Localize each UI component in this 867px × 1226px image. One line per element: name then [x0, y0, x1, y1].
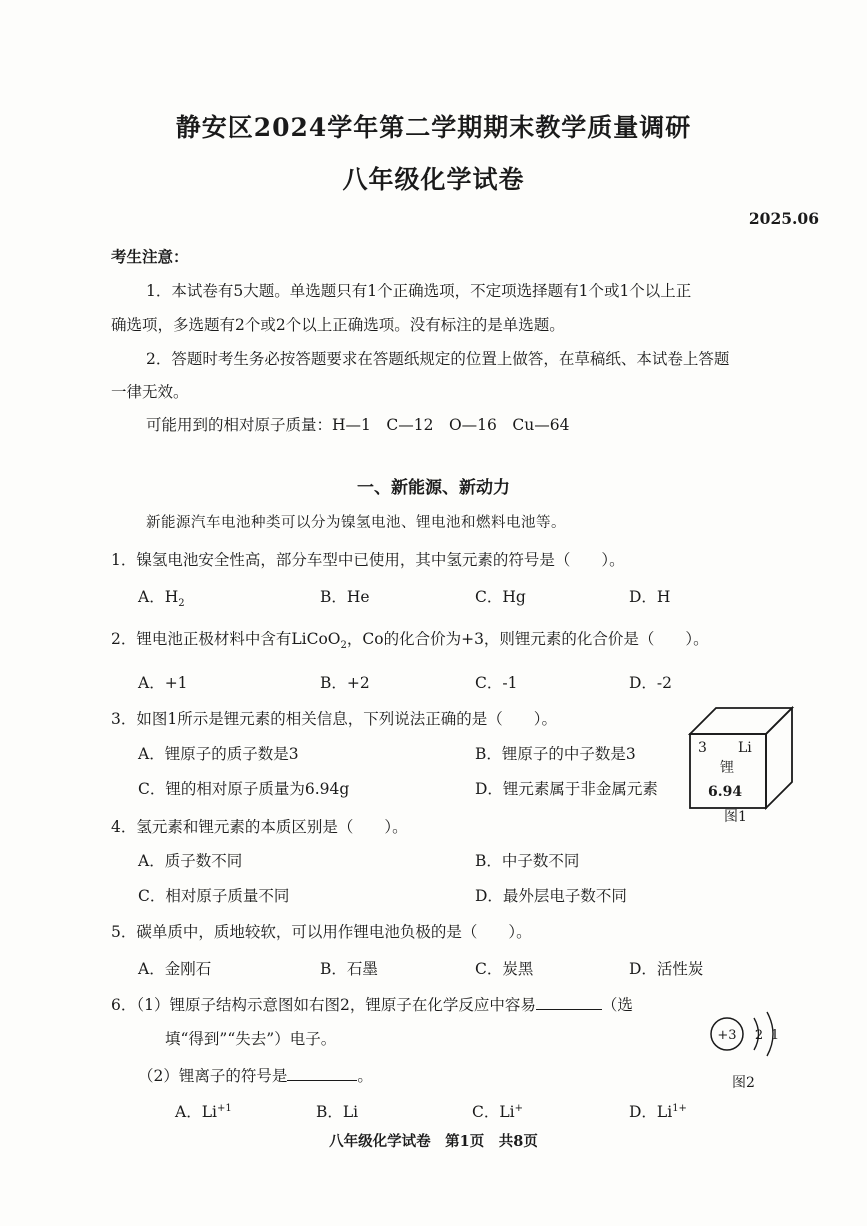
- question-1-option-a: A．$H_2$: [138, 588, 185, 610]
- question-5-option-b: B．石墨: [320, 960, 378, 978]
- notice-line-1a: 1．本试卷有5大题。单选题只有1个正确选项，不定项选择题有1个或1个以上正: [146, 282, 692, 300]
- question-2-option-a: A．+1: [138, 674, 188, 692]
- question-5-stem: 5．碳单质中，质地较软，可以用作锂电池负极的是（ ）。: [111, 923, 532, 941]
- notice-heading: 考生注意：: [111, 247, 189, 266]
- element-mass: 6.94: [708, 784, 743, 800]
- question-3-option-d: D．锂元素属于非金属元素: [475, 780, 658, 798]
- question-5-option-c: C．炭黑: [475, 960, 534, 978]
- atomic-masses: 可能用到的相对原子质量：H—1 C—12 O—16 Cu—64: [146, 416, 570, 434]
- question-6-part-2: （2）锂离子的符号是 。: [138, 1067, 373, 1085]
- question-1-option-c: C．Hg: [475, 588, 526, 606]
- question-4-stem: 4．氢元素和锂元素的本质区别是（ ）。: [111, 818, 408, 836]
- figure-2-lithium-atom-structure: [705, 1010, 785, 1091]
- page-footer: 八年级化学试卷 第1页 共8页: [329, 1133, 538, 1150]
- section-title: 一、新能源、新动力: [357, 478, 510, 498]
- question-4-option-d: D．最外层电子数不同: [475, 887, 627, 905]
- shell-2-electrons: 1: [770, 1028, 780, 1043]
- notice-line-2a: 2．答题时考生务必按答题要求在答题纸规定的位置上做答，在草稿纸、本试卷上答题: [146, 350, 730, 368]
- question-6-part-1: 6．（1）锂原子结构示意图如右图2，锂原子在化学反应中容易 （选: [111, 996, 633, 1014]
- question-4-option-b: B．中子数不同: [475, 852, 580, 870]
- question-3-option-a: A．锂原子的质子数是3: [138, 745, 299, 763]
- question-3-stem: 3．如图1所示是锂元素的相关信息，下列说法正确的是（ ）。: [111, 710, 557, 728]
- question-6-option-a: A．$Li^{+1}$: [175, 1102, 232, 1121]
- question-2-option-b: B．+2: [320, 674, 370, 692]
- notice-line-2b: 一律无效。: [111, 383, 189, 401]
- question-3-option-c: C．锂的相对原子质量为6.94g: [138, 780, 350, 798]
- element-name: 锂: [720, 760, 734, 776]
- question-1-option-d: D．H: [629, 588, 671, 606]
- figure-2-caption: 图2: [732, 1075, 755, 1091]
- section-intro: 新能源汽车电池种类可以分为镍氢电池、锂电池和燃料电池等。: [146, 515, 566, 531]
- answer-blank-2: [287, 1066, 357, 1081]
- question-5-option-a: A．金刚石: [138, 960, 212, 978]
- question-6-option-d: D．$Li^{1+}$: [629, 1102, 687, 1121]
- shell-1-electrons: 2: [754, 1028, 764, 1043]
- notice-line-1b: 确选项，多选题有2个或2个以上正确选项。没有标注的是单选题。: [111, 316, 565, 334]
- question-4-option-c: C．相对原子质量不同: [138, 887, 290, 905]
- atom-structure-drawing: [705, 1010, 785, 1070]
- question-3-option-b: B．锂原子的中子数是3: [475, 745, 636, 763]
- exam-subtitle: 八年级化学试卷: [342, 165, 525, 194]
- answer-blank-1: [536, 995, 602, 1010]
- question-1-stem: 1．镍氢电池安全性高，部分车型中已使用，其中氢元素的符号是（ ）。: [111, 551, 625, 569]
- question-6-part-1-cont: 填“得到”“失去”）电子。: [165, 1030, 337, 1048]
- question-6-option-b: B．Li: [316, 1103, 359, 1121]
- exam-title: 静安区2024学年第二学期期末教学质量调研: [175, 113, 692, 142]
- question-4-option-a: A．质子数不同: [138, 852, 243, 870]
- question-2-option-d: D．-2: [629, 674, 673, 692]
- element-number: 3: [698, 740, 707, 756]
- nucleus-charge: +3: [717, 1028, 737, 1043]
- figure-1-lithium-element-cube: [688, 706, 798, 830]
- question-6-option-c: C．Li+: [472, 1102, 524, 1121]
- question-2-stem: 2．锂电池正极材料中含有LiCoO$_2$，Co的化合价为+3，则锂元素的化合价是（ ）。: [111, 630, 709, 652]
- question-1-option-b: B．He: [320, 588, 370, 606]
- element-symbol: Li: [738, 740, 752, 756]
- question-5-option-d: D．活性炭: [629, 960, 704, 978]
- figure-1-caption: 图1: [724, 809, 747, 825]
- exam-date: 2025.06: [748, 209, 819, 228]
- question-2-option-c: C．-1: [475, 674, 518, 692]
